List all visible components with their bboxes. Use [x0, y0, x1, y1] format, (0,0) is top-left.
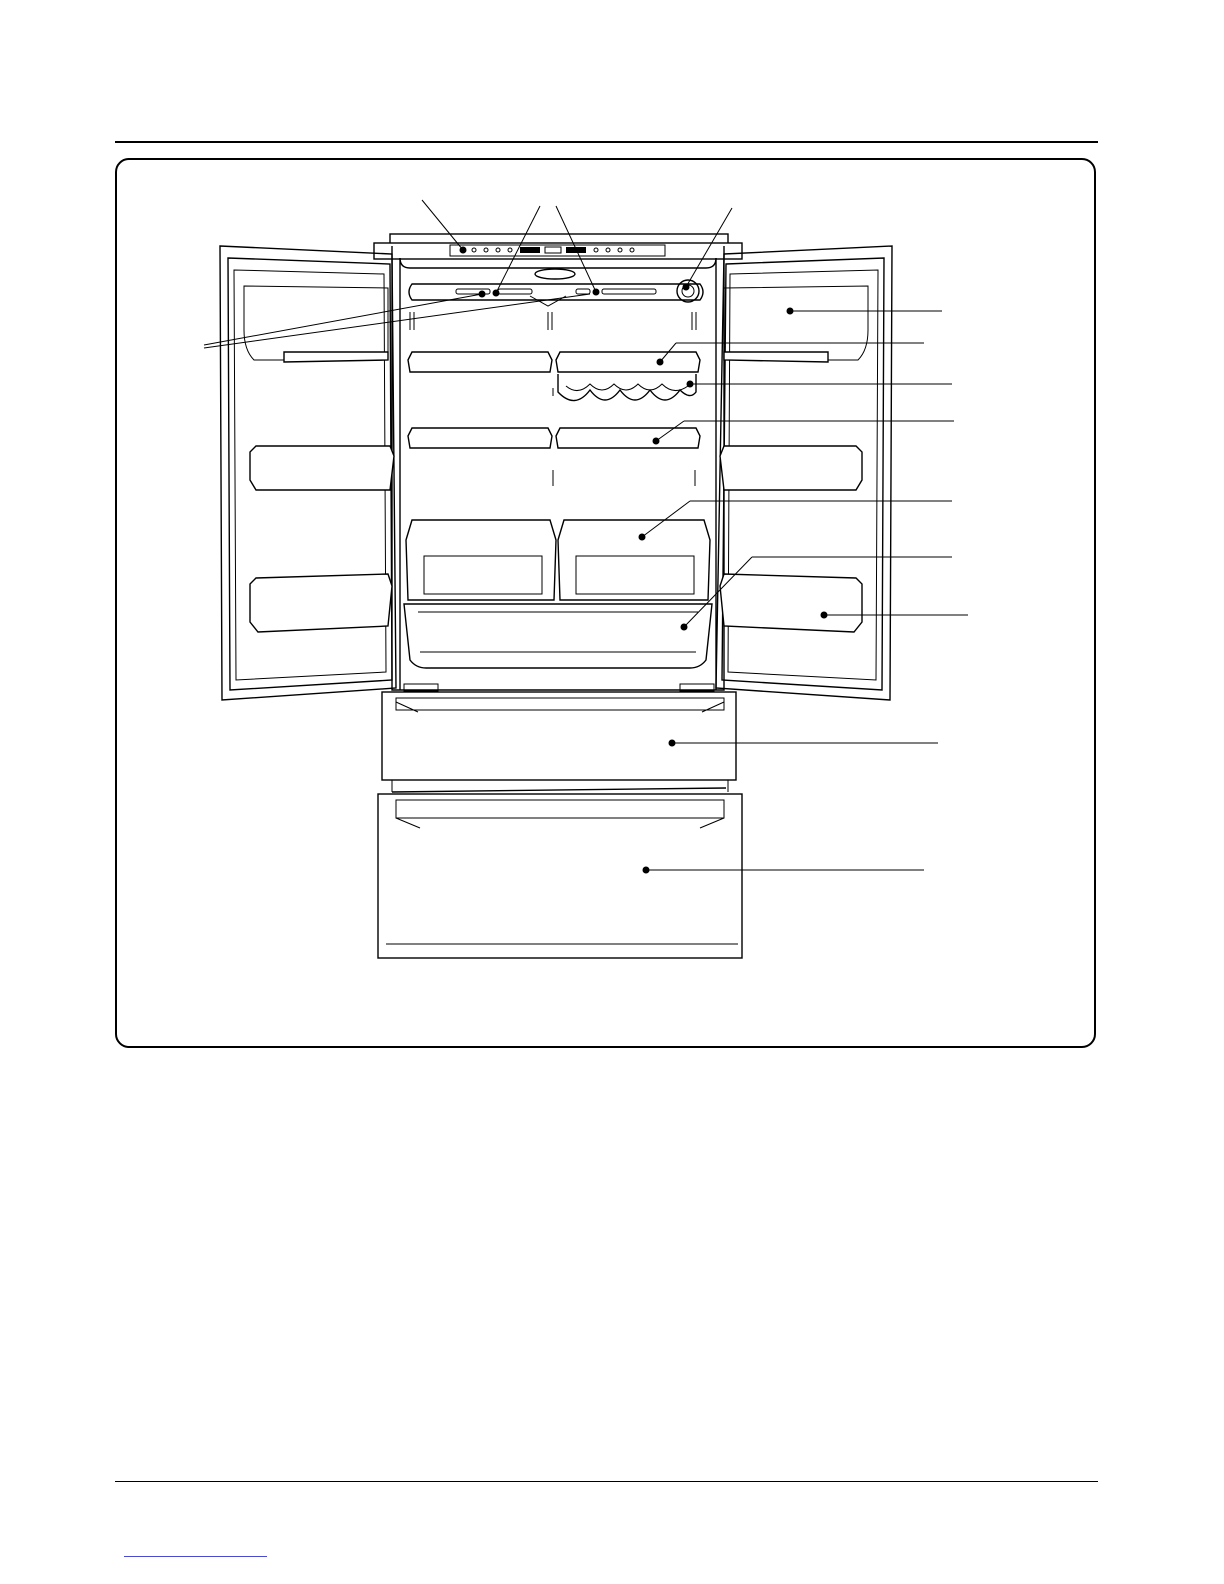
deli-drawer	[404, 604, 712, 668]
crisper-drawers	[406, 520, 710, 600]
right-door	[716, 246, 892, 700]
left-door	[220, 246, 396, 700]
callout-8	[687, 381, 953, 388]
upper-shelves	[408, 352, 700, 401]
top-cabinet	[374, 234, 742, 259]
callout-5	[204, 291, 590, 349]
callout-6	[787, 308, 943, 315]
upper-freezer-drawer	[382, 692, 736, 792]
lower-freezer-drawer	[378, 788, 742, 958]
